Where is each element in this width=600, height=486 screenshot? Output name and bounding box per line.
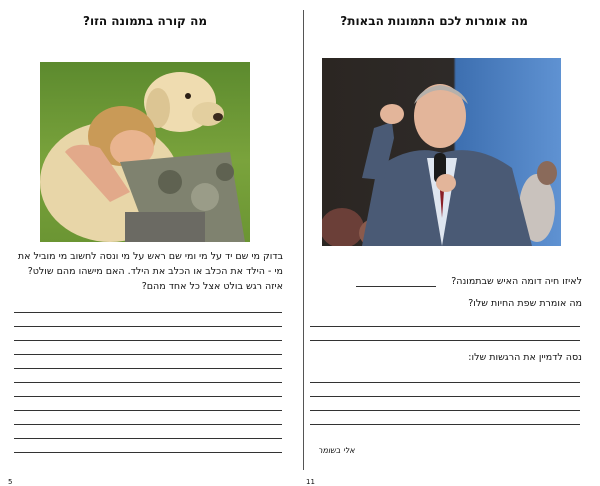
author-signature: אלי בשומר [318, 446, 355, 455]
answer-line [310, 326, 580, 327]
answer-line [14, 312, 282, 313]
question-feelings: נסה לדמיין את הרגשות שלו: [468, 352, 582, 363]
answer-line [310, 424, 580, 425]
instructions-paragraph: בדוק מי שם יד על מי ומי שם ראש על מי ונסה לחשוב מי מוביל את מי - הילד את הכלב או הכלב את הילד. האם מישהו מהם שולט? איזה רגש בולט אצל כל אחד מהם? [17, 251, 283, 292]
answer-line [14, 438, 282, 439]
answer-line [14, 424, 282, 425]
right-page-title: מה אומרות לכם התמונות הבאות? [340, 14, 528, 28]
answer-line [14, 368, 282, 369]
answer-line [14, 354, 282, 355]
answer-line [14, 396, 282, 397]
answer-line [14, 340, 282, 341]
answer-line [310, 410, 580, 411]
page-number: 11 [306, 478, 315, 486]
page-divider [303, 10, 304, 470]
answer-line [14, 410, 282, 411]
answer-line [310, 340, 580, 341]
question-body-language: מה אומרת שפת החיות שלו? [468, 298, 582, 309]
man-scratching-head-photo [322, 58, 561, 246]
boy-hugging-dog-photo [40, 62, 250, 242]
answer-line [310, 396, 580, 397]
answer-line [14, 326, 282, 327]
answer-blank [356, 286, 436, 287]
right-page [306, 0, 600, 486]
answer-line [310, 382, 580, 383]
question-animal: לאיזו חיה דומה האיש שבתמונה? [451, 276, 582, 287]
answer-line [14, 382, 282, 383]
page-number: 5 [8, 478, 13, 486]
answer-line [14, 452, 282, 453]
left-page-title: מה קורה בתמונה הזו? [82, 14, 207, 28]
